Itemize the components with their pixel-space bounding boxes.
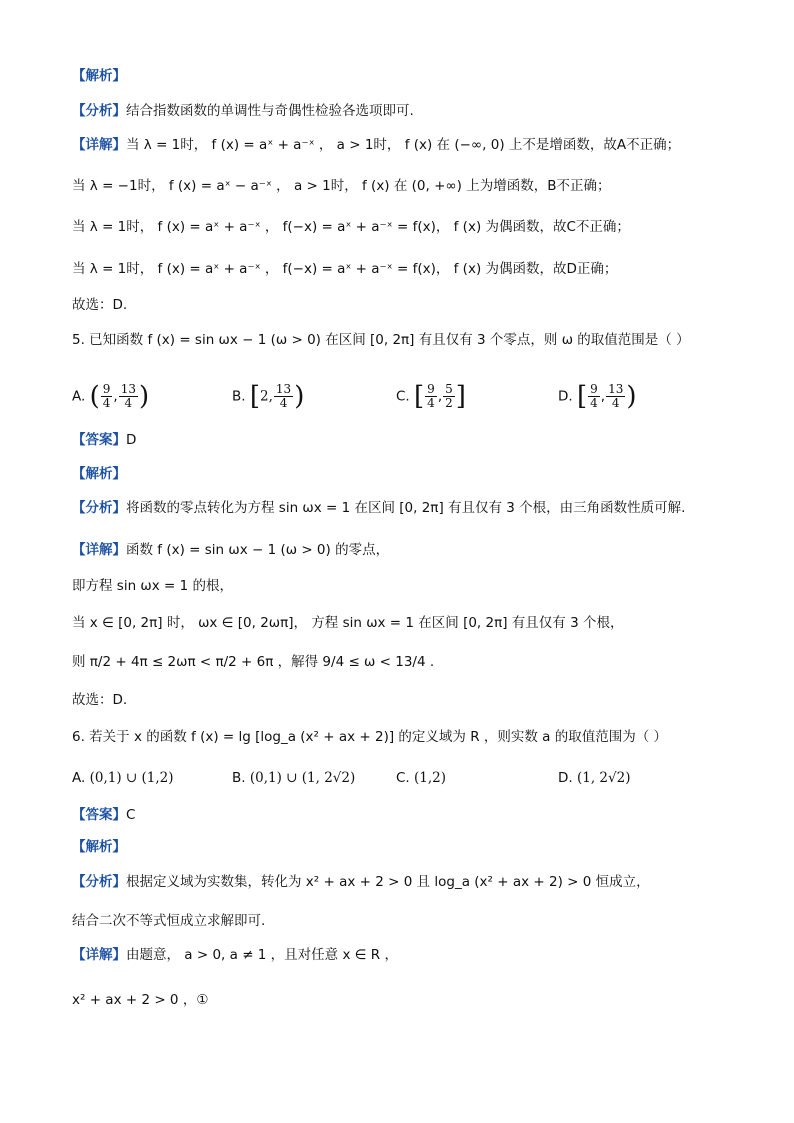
question-5: 5. 已知函数 f (x) = sin ωx − 1 (ω > 0) 在区间 [0, 2π] 有且仅有 3 个零点，则 ω 的取值范围是（ ） <box>72 332 690 348</box>
section-label-analysis-2: 【解析】 <box>72 466 126 482</box>
choose-line: 故选：D. <box>72 297 128 313</box>
choose-line-2: 故选：D. <box>72 692 128 708</box>
case-d-line: 当 λ = 1时， f (x) = aˣ + a⁻ˣ ， f(−x) = aˣ + a⁻ˣ = f(x)， f (x) 为偶函数，故D正确； <box>72 261 618 277</box>
q6-option-b: B. (0,1) ∪ (1, 2√2) <box>232 770 356 786</box>
q5-option-d: D. [ $\frac{9}{4}$ , $\frac{13}{4}$ ) <box>558 381 637 412</box>
answer-5: 【答案】D <box>72 432 137 448</box>
case-c-line: 当 λ = 1时， f (x) = aˣ + a⁻ˣ ， f(−x) = aˣ + a⁻ˣ = f(x)， f (x) 为偶函数，故C不正确； <box>72 219 630 235</box>
q5-option-a: A. ( $\frac{9}{4}$ , $\frac{13}{4}$ ) <box>72 381 150 412</box>
q6-option-a: A. (0,1) ∪ (1,2) <box>72 770 174 786</box>
detail-line-case-a: 【详解】当 λ = 1时， f (x) = aˣ + a⁻ˣ ， a > 1时， f (x) 在 (−∞, 0) 上不是增函数，故A不正确； <box>72 137 681 153</box>
q5-option-c: C. [ $\frac{9}{4}$ , $\frac{5}{2}$ ] <box>396 381 466 412</box>
analysis-line-3: 【分析】根据定义域为实数集，转化为 x² + ax + 2 > 0 且 log_a (x² + ax + 2) > 0 恒成立， <box>72 874 650 890</box>
detail-line-2: 【详解】函数 f (x) = sin ωx − 1 (ω > 0) 的零点， <box>72 542 390 558</box>
analysis-text: 结合指数函数的单调性与奇偶性检验各选项即可. <box>126 103 414 119</box>
analysis-line: 【分析】结合指数函数的单调性与奇偶性检验各选项即可. <box>72 103 414 119</box>
section-label-analysis-3: 【解析】 <box>72 839 126 855</box>
q5-option-b: B. [2, $\frac{13}{4}$ ) <box>232 381 305 412</box>
detail-text: 当 λ = 1时， f (x) = aˣ + a⁻ˣ ， a > 1时， f (x) 在 (−∞, 0) 上不是增函数，故A不正确； <box>126 137 681 153</box>
detail-line-3: 【详解】由题意， a > 0, a ≠ 1 ，且对任意 x ∈ R ， <box>72 947 398 963</box>
q6-option-d: D. (1, 2√2) <box>558 770 631 786</box>
combine-line: 结合二次不等式恒成立求解即可. <box>72 913 266 929</box>
analysis-line-2: 【分析】将函数的零点转化为方程 sin ωx = 1 在区间 [0, 2π] 有且仅有 3 个根，由三角函数性质可解. <box>72 500 686 516</box>
case-b-line: 当 λ = −1时， f (x) = aˣ − a⁻ˣ ， a > 1时， f (x) 在 (0, +∞) 上为增函数，B不正确； <box>72 178 611 194</box>
q6-option-c: C. (1,2) <box>396 770 447 786</box>
inequality-line: x² + ax + 2 > 0 ，① <box>72 992 209 1008</box>
answer-6: 【答案】C <box>72 807 136 823</box>
root-line: 即方程 sin ωx = 1 的根， <box>72 578 233 594</box>
section-label-analysis: 【解析】 <box>72 68 126 84</box>
when-line: 当 x ∈ [0, 2π] 时， ωx ∈ [0, 2ωπ]， 方程 sin ωx = 1 在区间 [0, 2π] 有且仅有 3 个根， <box>72 615 624 631</box>
question-6: 6. 若关于 x 的函数 f (x) = lg [log_a (x² + ax + 2)] 的定义域为 R ，则实数 a 的取值范围为（ ） <box>72 729 668 745</box>
then-line: 则 π/2 + 4π ≤ 2ωπ < π/2 + 6π ，解得 9/4 ≤ ω < 13/4 . <box>72 654 435 670</box>
